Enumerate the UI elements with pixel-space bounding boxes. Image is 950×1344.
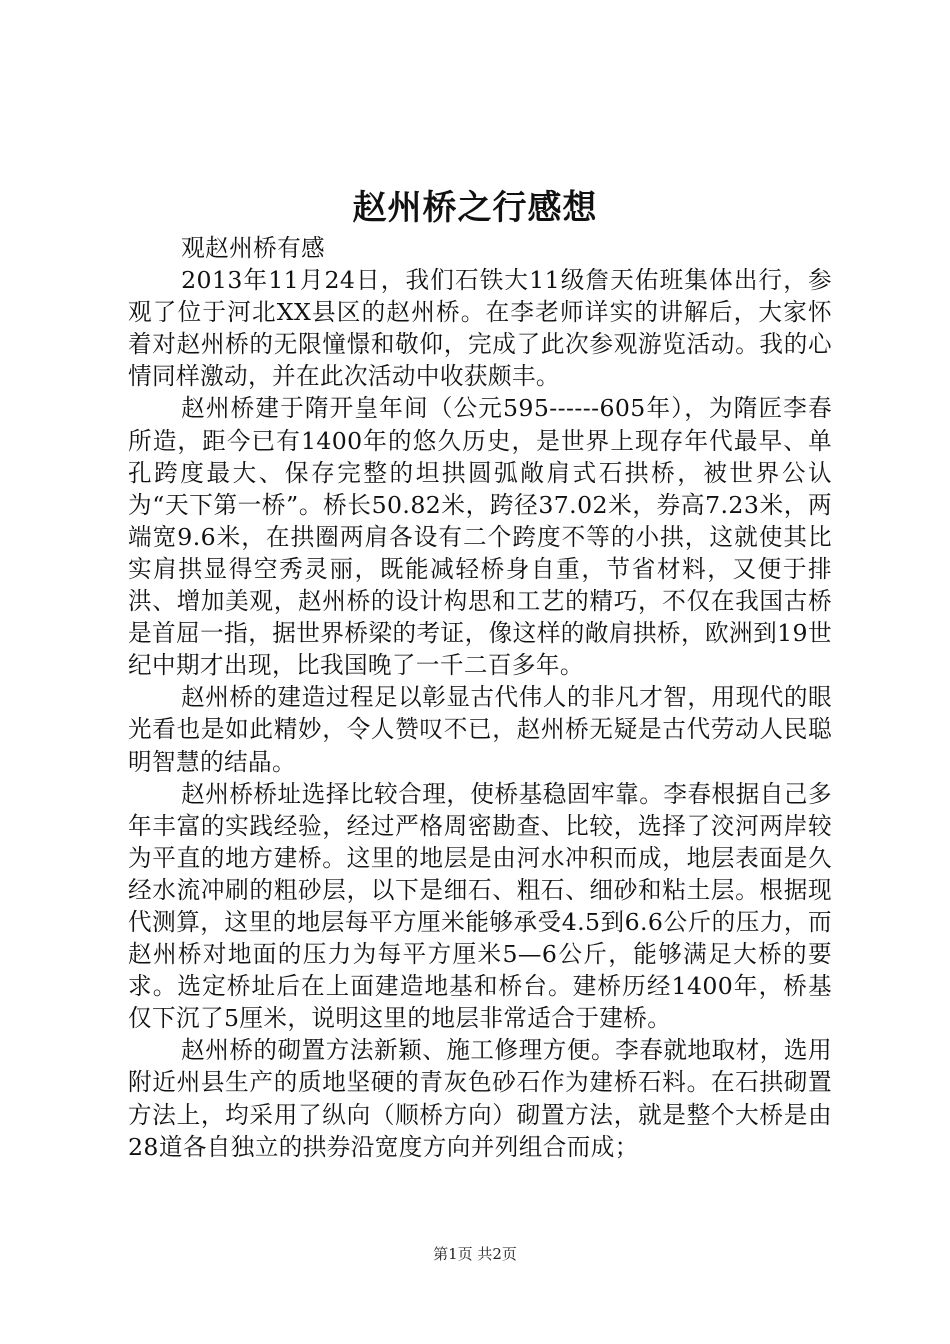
paragraph-2: 赵州桥建于隋开皇年间（公元595------605年），为隋匠李春所造，距今已有1400年的悠久历史，是世界上现存年代最早、单孔跨度最大、保存完整的坦拱圆弧敞肩式石拱桥，被世界公认为“天下第一桥”。桥长50.82米，跨径37.02米，券高7.23米，两端宽9.6米，在拱圈两肩各设有二个跨度不等的小拱，这就使其比实肩拱显得空秀灵丽，既能减轻桥身自重，节省材料，又便于排洪、增加美观，赵州桥的设计构思和工艺的精巧，不仅在我国古桥是首屈一指，据世界桥梁的考证，像这样的敞肩拱桥，欧洲到19世纪中期才出现，比我国晚了一千二百多年。 bbox=[128, 394, 832, 680]
paragraph-1: 2013年11月24日，我们石铁大11级詹天佑班集体出行，参观了位于河北XX县区的赵州桥。在李老师详实的讲解后，大家怀着对赵州桥的无限憧憬和敬仰，完成了此次参观游览活动。我的心情同样激动，并在此次活动中收获颇丰。 bbox=[128, 266, 832, 391]
paragraph-4: 赵州桥桥址选择比较合理，使桥基稳固牢靠。李春根据自己多年丰富的实践经验，经过严格周密勘查、比较，选择了洨河两岸较为平直的地方建桥。这里的地层是由河水冲积而成，地层表面是久经水流冲刷的粗砂层，以下是细石、粗石、细砂和粘土层。根据现代测算，这里的地层每平方厘米能够承受4.5到6.6公斤的压力，而赵州桥对地面的压力为每平方厘米5—6公斤，能够满足大桥的要求。选定桥址后在上面建造地基和桥台。建桥历经1400年，桥基仅下沉了5厘米，说明这里的地层非常适合于建桥。 bbox=[128, 779, 832, 1033]
paragraph-5: 赵州桥的砌置方法新颖、施工修理方便。李春就地取材，选用附近州县生产的质地坚硬的青灰色砂石作为建桥石料。在石拱砌置方法上，均采用了纵向（顺桥方向）砌置方法，就是整个大桥是由28道各自独立的拱券沿宽度方向并列组合而成； bbox=[128, 1036, 832, 1161]
document-subtitle: 观赵州桥有感 bbox=[181, 234, 326, 262]
document-body bbox=[128, 232, 832, 1163]
page-footer: 第1页 共2页 bbox=[433, 1245, 517, 1263]
paragraph-3: 赵州桥的建造过程足以彰显古代伟人的非凡才智，用现代的眼光看也是如此精妙，令人赞叹不已，赵州桥无疑是古代劳动人民聪明智慧的结晶。 bbox=[128, 683, 832, 776]
document-title: 赵州桥之行感想 bbox=[352, 188, 598, 228]
